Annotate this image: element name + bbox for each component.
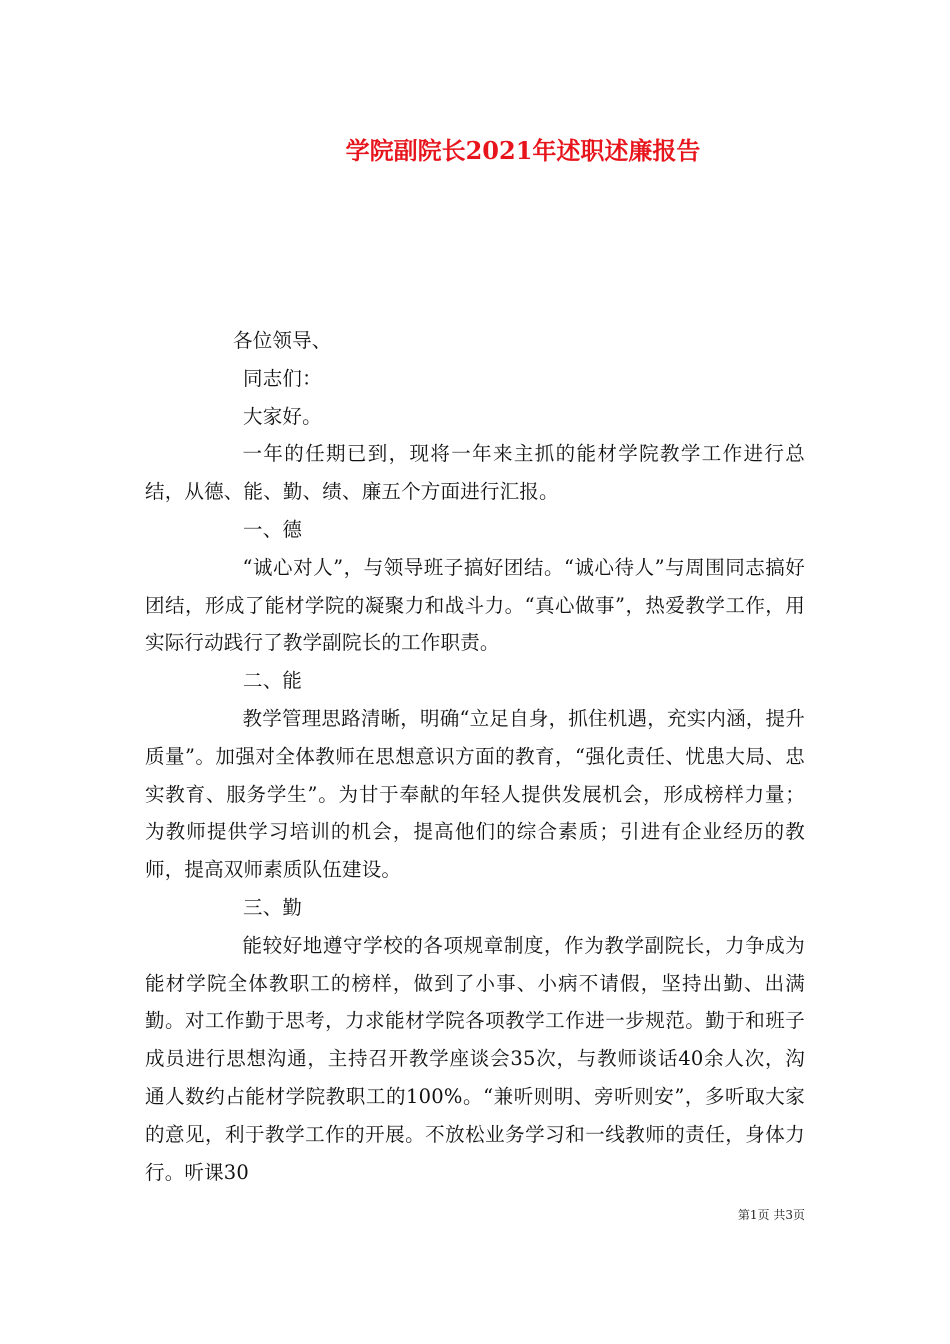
intro-paragraph: 一年的任期已到，现将一年来主抓的能材学院教学工作进行总结，从德、能、勤、绩、廉五个方面进行汇报。 [145, 442, 805, 504]
section-text-qin: 能较好地遵守学校的各项规章制度，作为教学副院长，力争成为能材学院全体教职工的榜样，做到了小事、小病不请假，坚持出勤、出满勤。对工作勤于思考，力求能材学院各项教学工作进一步规范。勤于和班子成员进行思想沟通，主持召开教学座谈会35次，与教师谈话40余人次，沟通人数约占能材学院教职工的100%。“兼听则明、旁听则安”，多听取大家的意见，利于教学工作的开展。不放松业务学习和一线教师的责任，身体力行。听课30 [145, 933, 805, 1184]
section-text-neng: 教学管理思路清晰，明确“立足自身，抓住机遇，充实内涵，提升质量”。加强对全体教师在思想意识方面的教育，“强化责任、忧患大局、忠实教育、服务学生”。为甘于奉献的年轻人提供发展机会，形成榜样力量；为教师提供学习培训的机会，提高他们的综合素质；引进有企业经历的教师，提高双师素质队伍建设。 [145, 706, 805, 882]
greeting-comrades: 同志们： [243, 366, 322, 390]
section-text-de: “诚心对人”，与领导班子搞好团结。“诚心待人”与周围同志搞好团结，形成了能材学院的凝聚力和战斗力。“真心做事”，热爱教学工作，用实际行动践行了教学副院长的工作职责。 [145, 555, 805, 655]
section-heading-neng: 二、能 [243, 669, 303, 693]
document-title: 学院副院长2021年述职述廉报告 [345, 136, 701, 165]
greeting-hello: 大家好。 [243, 404, 322, 428]
section-heading-qin: 三、勤 [243, 895, 303, 919]
section-heading-de: 一、德 [243, 517, 303, 541]
document-body [145, 322, 805, 1191]
greeting-leaders: 各位领导、 [233, 329, 332, 352]
page-footer: 第1页 共3页 [737, 1208, 805, 1222]
